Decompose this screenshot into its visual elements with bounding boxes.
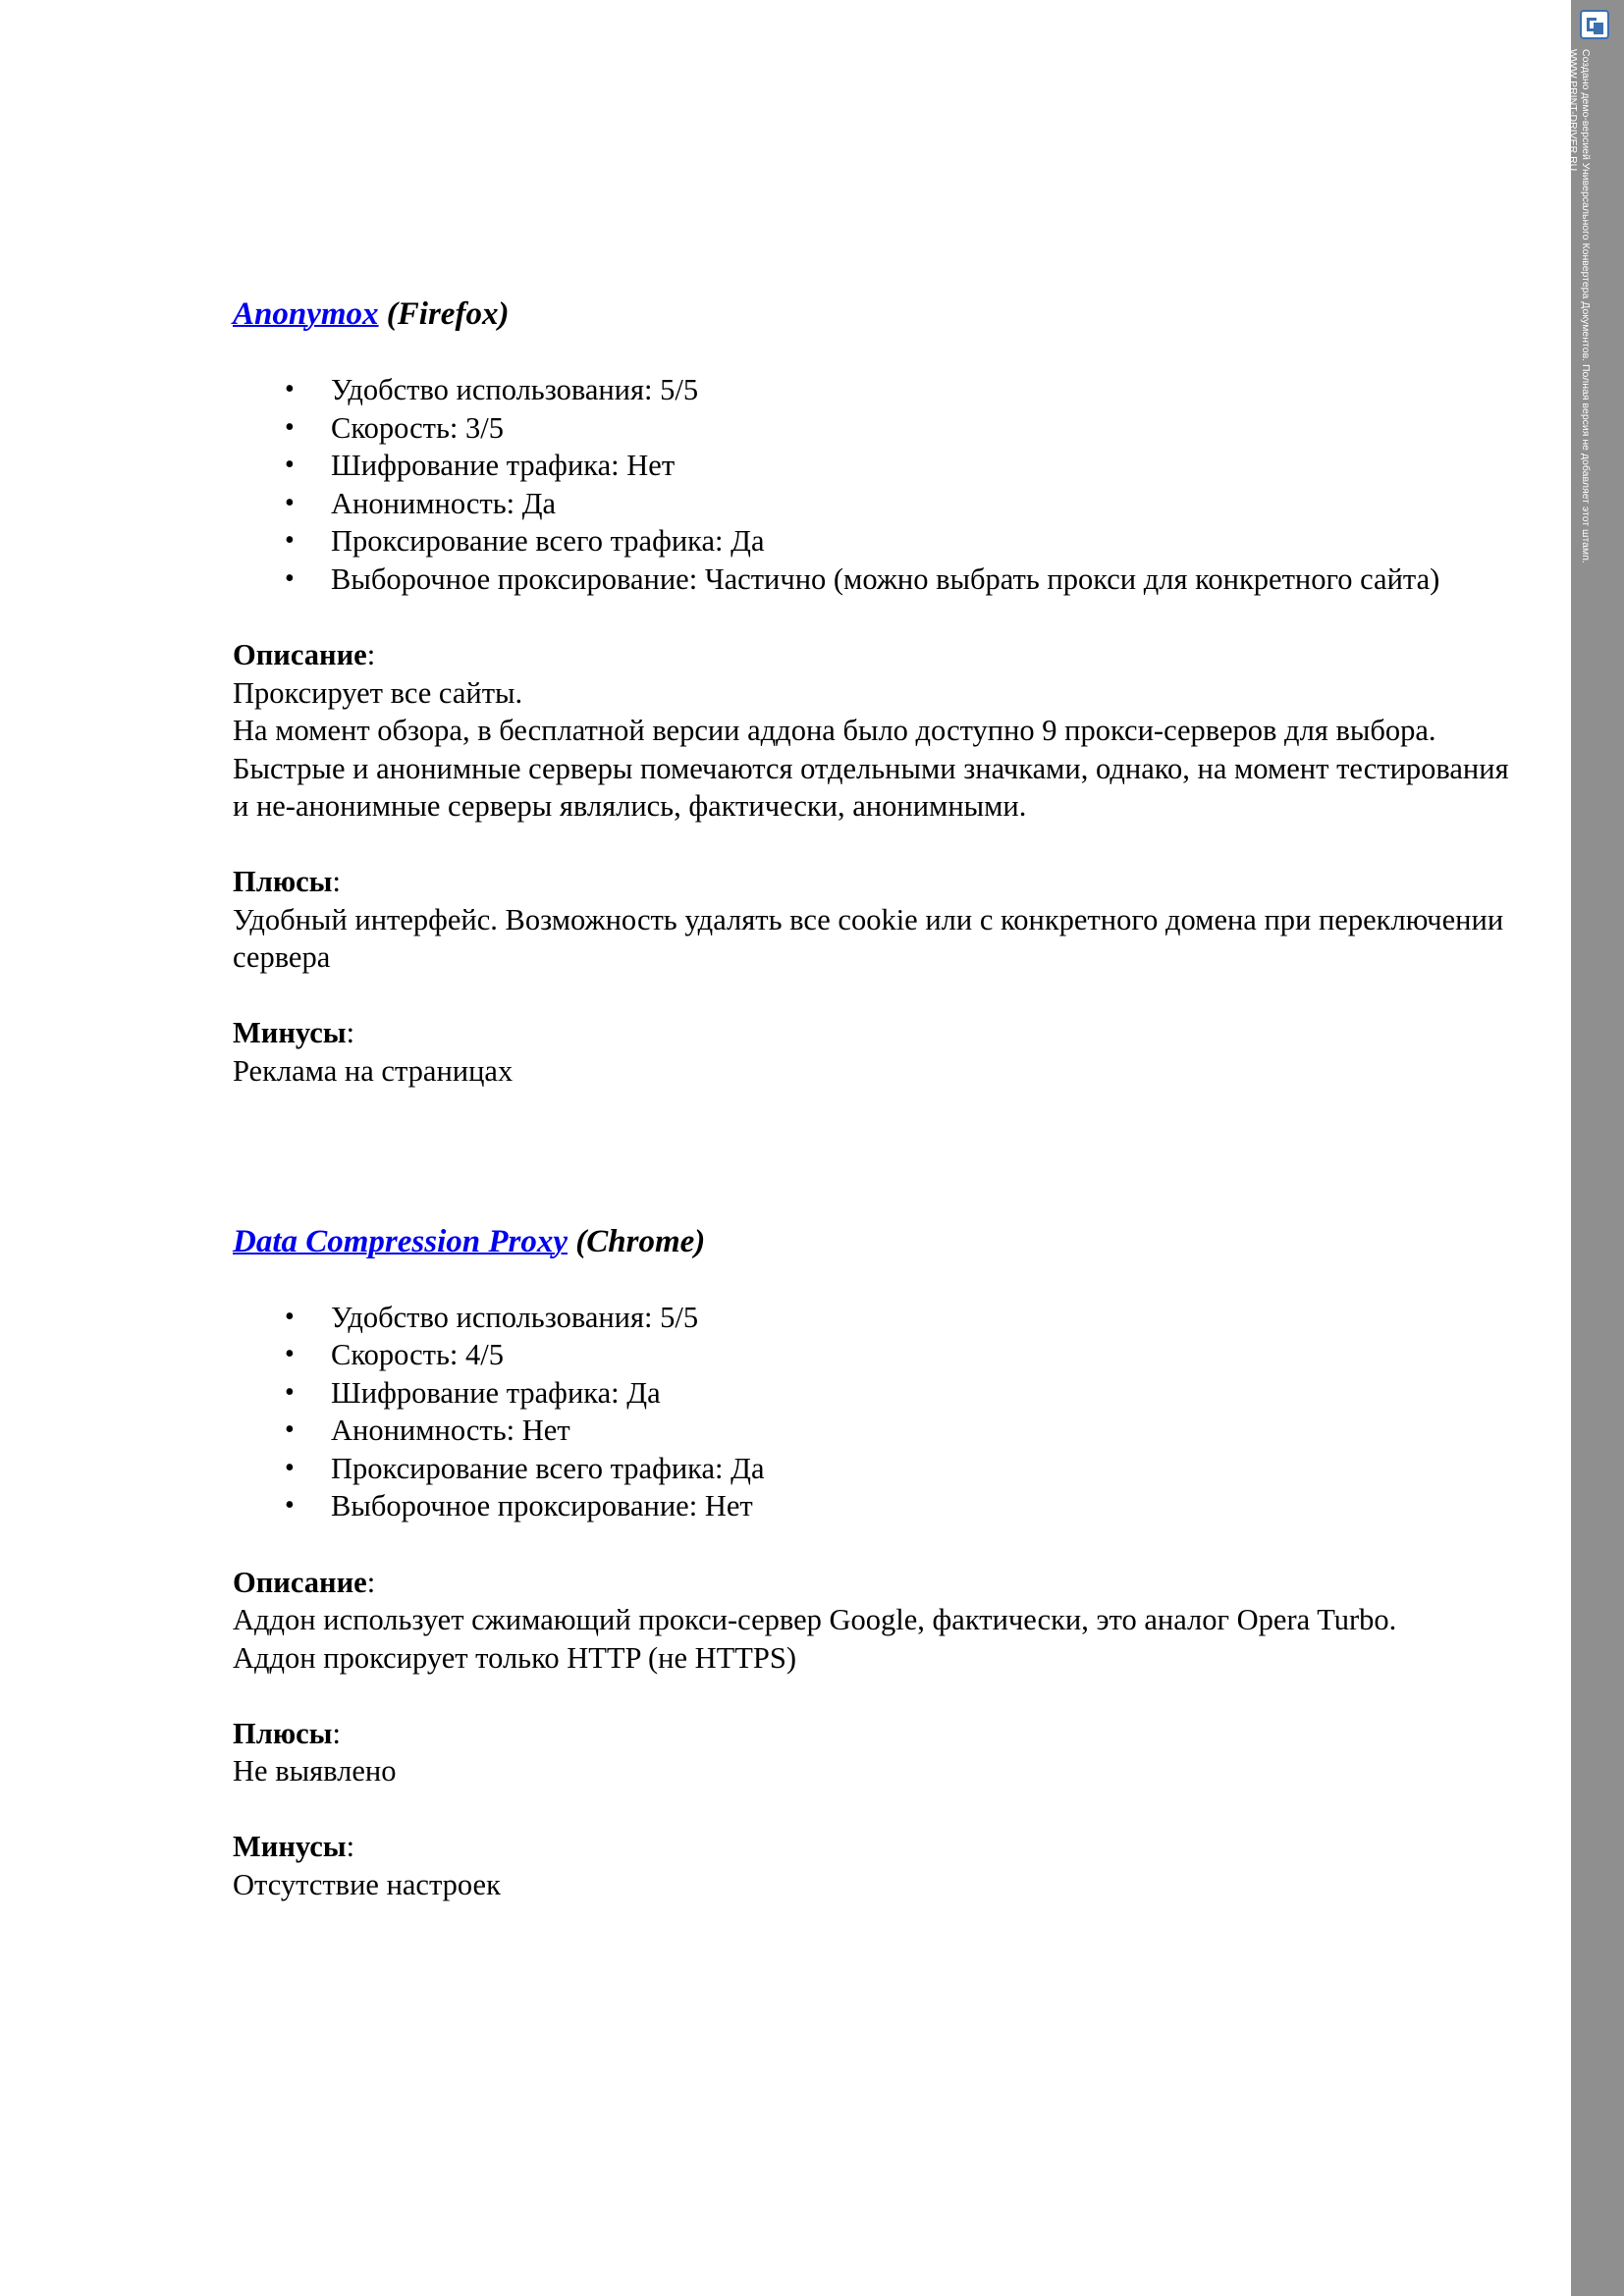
feature-text: Удобство использования: 5/5 <box>331 1300 699 1334</box>
label-colon: : <box>346 1830 355 1863</box>
document-body <box>233 294 1509 1942</box>
list-item <box>285 1299 1509 1337</box>
bullet-icon: • <box>285 1415 295 1445</box>
list-item <box>285 1412 1509 1450</box>
bullet-icon: • <box>285 1301 295 1332</box>
list-item <box>285 522 1509 561</box>
list-item <box>285 1450 1509 1488</box>
browser-name: (Firefox) <box>386 296 510 332</box>
pros-text: Не выявлено <box>233 1754 397 1788</box>
description-line: Аддон проксирует только HTTP (не HTTPS) <box>233 1640 796 1675</box>
pros-text: Удобный интерфейс. Возможность удалять все cookie или с конкретного домена при переключении сервера <box>233 902 1504 974</box>
feature-list <box>233 1299 1509 1525</box>
watermark-text <box>1566 49 1592 563</box>
description-line: Быстрые и анонимные серверы помечаются отдельными значками, однако, на момент тестирования и не-анонимные серверы являлись, фактически, анонимными. <box>233 751 1509 823</box>
feature-text: Скорость: 4/5 <box>331 1338 504 1371</box>
label-colon: : <box>366 1565 376 1599</box>
cons-block <box>233 1014 1509 1090</box>
cons-label: Минусы <box>233 1016 347 1049</box>
bullet-icon: • <box>285 450 295 480</box>
pros-label: Плюсы <box>233 1716 333 1750</box>
feature-text: Выборочное проксирование: Частично (можно выбрать прокси для конкретного сайта) <box>331 561 1440 596</box>
pros-block <box>233 863 1509 977</box>
feature-text: Скорость: 3/5 <box>331 410 504 445</box>
feature-text: Анонимность: Да <box>331 486 557 520</box>
feature-text: Удобство использования: 5/5 <box>331 373 699 406</box>
list-item <box>285 1336 1509 1374</box>
section-title <box>233 294 1509 334</box>
list-item <box>285 1374 1509 1413</box>
review-section-anonymox <box>233 294 1509 1090</box>
list-item <box>285 371 1509 409</box>
bullet-icon: • <box>285 1490 295 1521</box>
list-item <box>285 561 1509 599</box>
bullet-icon: • <box>285 1452 295 1483</box>
data-compression-proxy-link[interactable]: Data Compression Proxy <box>233 1223 568 1259</box>
pros-label: Плюсы <box>233 865 333 898</box>
anonymox-link[interactable]: Anonymox <box>233 296 379 332</box>
description-line: На момент обзора, в бесплатной версии аддона было доступно 9 прокси-серверов для выбора. <box>233 714 1436 747</box>
feature-text: Проксирование всего трафика: Да <box>331 524 765 558</box>
bullet-icon: • <box>285 562 295 594</box>
description-block <box>233 636 1509 826</box>
section-spacer <box>233 1128 1509 1222</box>
review-section-data-compression-proxy <box>233 1222 1509 1904</box>
bullet-icon: • <box>285 487 295 518</box>
feature-text: Выборочное проксирование: Нет <box>331 1489 753 1522</box>
feature-text: Анонимность: Нет <box>331 1414 570 1447</box>
description-line: Аддон использует сжимающий прокси-сервер Google, фактически, это аналог Opera Turbo. <box>233 1603 1397 1636</box>
feature-text: Шифрование трафика: Нет <box>331 449 676 482</box>
cons-label: Минусы <box>233 1830 347 1863</box>
feature-text: Шифрование трафика: Да <box>331 1375 661 1410</box>
label-colon: : <box>346 1016 355 1049</box>
bullet-icon: • <box>285 374 295 404</box>
list-item <box>285 447 1509 485</box>
watermark-line: Создано демо-версией Универсального Конвертера Документов. Полная версия не добавляет этот штамп. <box>1580 49 1592 563</box>
description-label: Описание <box>233 1565 367 1599</box>
feature-text: Проксирование всего трафика: Да <box>331 1451 765 1485</box>
cons-text: Реклама на страницах <box>233 1053 514 1088</box>
bullet-icon: • <box>285 1376 295 1408</box>
pros-block <box>233 1715 1509 1790</box>
cons-block <box>233 1828 1509 1903</box>
cons-text: Отсутствие настроек <box>233 1867 501 1901</box>
bullet-icon: • <box>285 525 295 556</box>
bullet-icon: • <box>285 1339 295 1369</box>
description-label: Описание <box>233 638 367 671</box>
section-title <box>233 1222 1509 1261</box>
browser-name: (Chrome) <box>575 1223 706 1259</box>
description-block <box>233 1564 1509 1678</box>
converter-logo-icon <box>1580 10 1609 39</box>
list-item <box>285 485 1509 523</box>
bullet-icon: • <box>285 411 295 443</box>
label-colon: : <box>332 865 341 898</box>
label-colon: : <box>332 1716 341 1750</box>
feature-list <box>233 371 1509 598</box>
watermark-url: WWW.PRINT-DRIVER.RU <box>1567 49 1579 172</box>
list-item <box>285 1487 1509 1525</box>
list-item <box>285 409 1509 448</box>
description-line: Проксирует все сайты. <box>233 675 523 710</box>
label-colon: : <box>366 638 376 671</box>
